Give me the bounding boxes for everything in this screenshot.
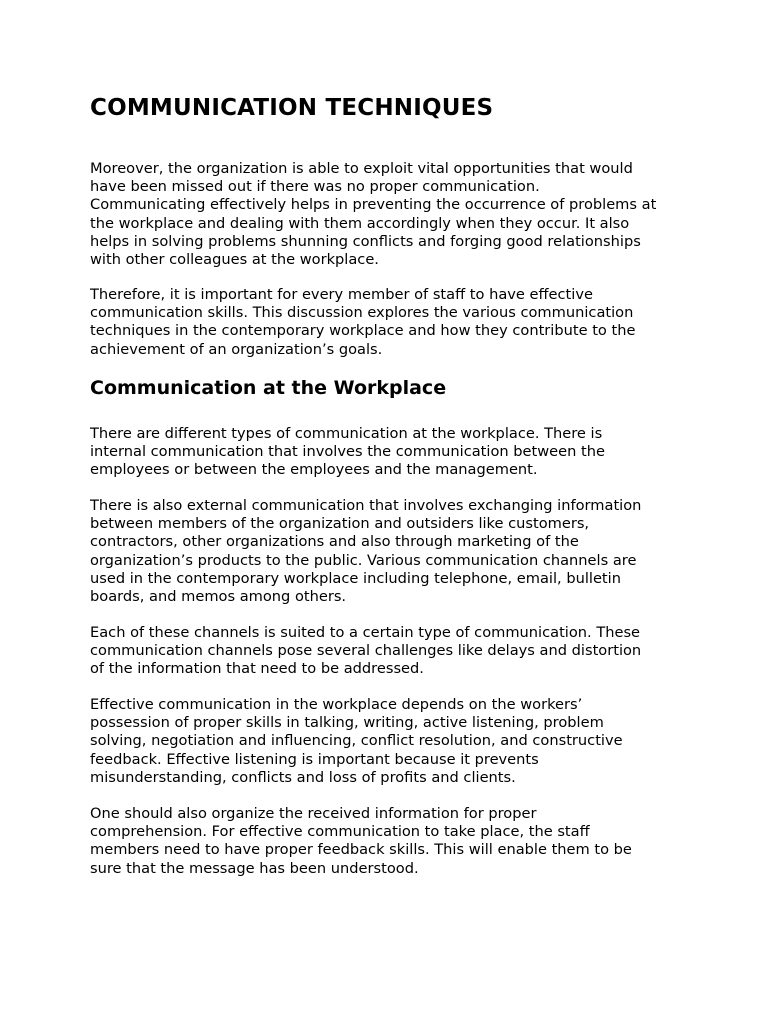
text-line: with other colleagues at the workplace.	[90, 251, 379, 269]
section-heading: Communication at the Workplace	[90, 377, 447, 399]
text-line: members need to have proper feedback skills. This will enable them to be	[90, 841, 632, 859]
text-line: Moreover, the organization is able to exploit vital opportunities that would	[90, 160, 633, 177]
text-line: possession of proper skills in talking, writing, active listening, problem	[90, 714, 604, 732]
text-line: of the information that need to be addressed.	[90, 660, 424, 678]
text-line: boards, and memos among others.	[90, 588, 347, 606]
text-line: helps in solving problems shunning conflicts and forging good relationships	[90, 232, 641, 250]
text-line: between members of the organization and outsiders like customers,	[90, 515, 590, 533]
paragraph	[90, 624, 682, 679]
text-line: used in the contemporary workplace including telephone, email, bulletin	[90, 569, 621, 587]
text-line: feedback. Effective listening is important because it prevents	[90, 750, 539, 768]
text-line: Therefore, it is important for every member of staff to have effective	[90, 286, 593, 303]
paragraph	[90, 286, 682, 359]
document-title: COMMUNICATION TECHNIQUES	[90, 95, 494, 121]
text-line: internal communication that involves the communication between the	[90, 443, 605, 461]
text-line: have been missed out if there was no proper communication.	[90, 178, 540, 196]
text-line: comprehension. For effective communication to take place, the staff	[90, 823, 590, 841]
paragraph	[90, 425, 682, 480]
text-line: Each of these channels is suited to a certain type of communication. These	[90, 624, 641, 641]
text-line: contractors, other organizations and also through marketing of the	[90, 533, 579, 551]
text-line: solving, negotiation and influencing, conflict resolution, and constructive	[90, 732, 623, 750]
text-line: One should also organize the received information for proper	[90, 805, 537, 822]
text-line: Communicating effectively helps in preventing the occurrence of problems at	[90, 196, 657, 214]
paragraph	[90, 160, 682, 269]
text-line: sure that the message has been understood.	[90, 859, 419, 877]
text-line: techniques in the contemporary workplace and how they contribute to the	[90, 322, 636, 340]
paragraph	[90, 805, 682, 878]
text-line: Effective communication in the workplace depends on the workers’	[90, 696, 583, 713]
text-line: There is also external communication that involves exchanging information	[90, 497, 642, 514]
text-line: communication skills. This discussion explores the various communication	[90, 304, 634, 322]
text-line: communication channels pose several challenges like delays and distortion	[90, 642, 642, 660]
text-line: employees or between the employees and the management.	[90, 461, 538, 479]
text-line: misunderstanding, conflicts and loss of profits and clients.	[90, 768, 516, 786]
text-line: organization’s products to the public. Various communication channels are	[90, 551, 637, 569]
text-line: There are different types of communication at the workplace. There is	[90, 425, 603, 442]
paragraph	[90, 696, 682, 787]
paragraph	[90, 497, 682, 606]
text-line: achievement of an organization’s goals.	[90, 340, 383, 358]
text-line: the workplace and dealing with them accordingly when they occur. It also	[90, 214, 630, 232]
